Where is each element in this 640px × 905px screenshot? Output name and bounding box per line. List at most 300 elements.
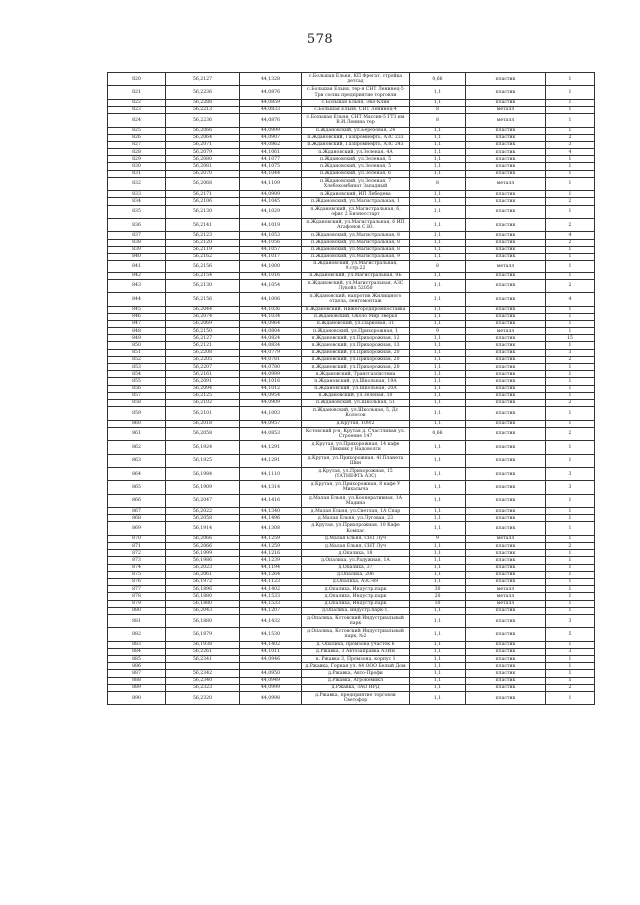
count-cell: 15 xyxy=(546,335,595,342)
address-cell: п.Ждановский, ул.Магистральная, 1 xyxy=(302,198,410,205)
count-cell: 5 xyxy=(546,628,595,641)
row-number-cell: 838 xyxy=(108,239,166,246)
row-number-cell: 861 xyxy=(108,427,166,440)
table-row xyxy=(108,385,595,392)
material-cell: пластик xyxy=(466,279,546,292)
latitude-cell: 56,1880 xyxy=(166,600,240,607)
count-cell: 1 xyxy=(546,407,595,420)
volume-cell: 1,1 xyxy=(410,494,466,507)
volume-cell: 1,1 xyxy=(410,670,466,677)
row-number-cell: 883 xyxy=(108,641,166,648)
material-cell: пластик xyxy=(466,677,546,684)
longitude-cell: 44,0853 xyxy=(240,427,302,440)
table-row xyxy=(108,571,595,578)
latitude-cell: 56,2156 xyxy=(166,261,240,272)
address-cell: с.Большая Ельня, тер-я СНТ Ленинец-5 Три сосны предприятие торговли xyxy=(302,86,410,99)
material-cell: пластик xyxy=(466,684,546,691)
latitude-cell: 56,2066 xyxy=(166,535,240,542)
latitude-cell: 56,2061 xyxy=(166,571,240,578)
longitude-cell: 44,1259 xyxy=(240,543,302,550)
table-row xyxy=(108,141,595,148)
latitude-cell: 56,1972 xyxy=(166,578,240,585)
longitude-cell: 44,1054 xyxy=(240,279,302,292)
row-number-cell: 878 xyxy=(108,593,166,600)
table-row xyxy=(108,253,595,260)
address-cell: д.Опалиха, Индустр.парк xyxy=(302,586,410,593)
latitude-cell: 56,2141 xyxy=(166,219,240,232)
count-cell: 1 xyxy=(546,191,595,198)
volume-cell: 1,1 xyxy=(410,663,466,670)
address-cell: п.Ждановский, ул.Школьная, 5, Дс Колосок xyxy=(302,407,410,420)
row-number-cell: 853 xyxy=(108,364,166,371)
row-number-cell: 869 xyxy=(108,522,166,535)
material-cell: пластик xyxy=(466,508,546,515)
latitude-cell: 56,2171 xyxy=(166,191,240,198)
longitude-cell: 44,1017 xyxy=(240,253,302,260)
volume-cell: 1,1 xyxy=(410,578,466,585)
latitude-cell: 56,2127 xyxy=(166,73,240,86)
count-cell: 1 xyxy=(546,392,595,399)
material-cell: пластик xyxy=(466,371,546,378)
latitude-cell: 56,2123 xyxy=(166,232,240,239)
material-cell: пластик xyxy=(466,163,546,170)
volume-cell: 1,1 xyxy=(410,239,466,246)
table-row xyxy=(108,364,595,371)
volume-cell: 1,1 xyxy=(410,163,466,170)
table-row xyxy=(108,246,595,253)
latitude-cell: 56,2119 xyxy=(166,246,240,253)
table-row xyxy=(108,522,595,535)
volume-cell: 1,1 xyxy=(410,677,466,684)
address-cell: д.Ржавка, ЗАО НРД xyxy=(302,684,410,691)
address-cell: д.Крутая, ул.Прихорожная, 14 кафе Пикник у Надоволги xyxy=(302,441,410,454)
material-cell: металл xyxy=(466,106,546,113)
material-cell: пластик xyxy=(466,219,546,232)
longitude-cell: 44,0862 xyxy=(240,141,302,148)
longitude-cell: 44,1109 xyxy=(240,177,302,190)
longitude-cell: 44,0834 xyxy=(240,342,302,349)
count-cell: 1 xyxy=(546,272,595,279)
count-cell: 1 xyxy=(546,261,595,272)
table-row xyxy=(108,279,595,292)
table-body xyxy=(108,73,595,705)
latitude-cell: 56,2043 xyxy=(166,607,240,614)
address-cell: п.Ждановский, ул.Магистральная, 8 xyxy=(302,246,410,253)
address-cell: д.Крутая, ул.Прихорожная, 10 Кафе Компас xyxy=(302,522,410,535)
longitude-cell: 44,0998 xyxy=(240,692,302,705)
table-row xyxy=(108,127,595,134)
address-cell: п.Ждановский, ул.Школьная, 20А xyxy=(302,385,410,392)
volume-cell: 1,1 xyxy=(410,607,466,614)
address-cell: д.Опалиха, 37 xyxy=(302,564,410,571)
address-cell: п.Ждановский, Трансгазсистема xyxy=(302,371,410,378)
volume-cell: 1,1 xyxy=(410,407,466,420)
latitude-cell: 56,1880 xyxy=(166,593,240,600)
address-cell: п.Ждановский, ул.Школьная, 51 xyxy=(302,399,410,406)
table-row xyxy=(108,550,595,557)
material-cell: пластик xyxy=(466,342,546,349)
volume-cell: 1,1 xyxy=(410,481,466,494)
volume-cell: 1,1 xyxy=(410,170,466,177)
longitude-cell: 44,1530 xyxy=(240,628,302,641)
count-cell: 1 xyxy=(546,578,595,585)
row-number-cell: 826 xyxy=(108,134,166,141)
count-cell: 2 xyxy=(546,239,595,246)
count-cell: 2 xyxy=(546,543,595,550)
material-cell: металл xyxy=(466,177,546,190)
latitude-cell: 56,2320 xyxy=(166,692,240,705)
row-number-cell: 882 xyxy=(108,628,166,641)
longitude-cell: 44,1533 xyxy=(240,593,302,600)
address-cell: п.Ждановский, ул.Прихорожная, 12 xyxy=(302,335,410,342)
row-number-cell: 828 xyxy=(108,149,166,156)
count-cell: 2 xyxy=(546,279,595,292)
table-row xyxy=(108,198,595,205)
table-row xyxy=(108,508,595,515)
material-cell: металл xyxy=(466,600,546,607)
latitude-cell: 56,2022 xyxy=(166,508,240,515)
material-cell: пластик xyxy=(466,578,546,585)
material-cell: пластик xyxy=(466,515,546,522)
longitude-cell: 44,1416 xyxy=(240,494,302,507)
address-cell: д.Ржавка, 3 Автозаправка АЗИЯ xyxy=(302,648,410,655)
table-row xyxy=(108,219,595,232)
latitude-cell: 56,2120 xyxy=(166,239,240,246)
count-cell: 5 xyxy=(546,677,595,684)
latitude-cell: 56,2342 xyxy=(166,670,240,677)
longitude-cell: 44,0999 xyxy=(240,684,302,691)
address-cell: Кстовский р-н, Крутая д. Счастливая ул. Строение 147 xyxy=(302,427,410,440)
volume-cell: 8 xyxy=(410,106,466,113)
volume-cell: 1,1 xyxy=(410,86,466,99)
longitude-cell: 44,1053 xyxy=(240,232,302,239)
volume-cell: 9 xyxy=(410,535,466,542)
latitude-cell: 56,2340 xyxy=(166,677,240,684)
row-number-cell: 834 xyxy=(108,198,166,205)
table-row xyxy=(108,600,595,607)
count-cell: 1 xyxy=(546,663,595,670)
material-cell: пластик xyxy=(466,614,546,627)
material-cell: пластик xyxy=(466,543,546,550)
row-number-cell: 857 xyxy=(108,392,166,399)
count-cell: 1 xyxy=(546,420,595,427)
address-cell: д.Опалиха, Кстовский Индустриальный парк xyxy=(302,614,410,627)
table-row xyxy=(108,670,595,677)
count-cell: 1 xyxy=(546,441,595,454)
longitude-cell: 44,1016 xyxy=(240,272,302,279)
address-cell: д.Опалиха, Индустр.парк xyxy=(302,600,410,607)
address-cell: д.Опалиха, 206 xyxy=(302,571,410,578)
row-number-cell: 868 xyxy=(108,515,166,522)
table-row xyxy=(108,272,595,279)
latitude-cell: 56,2130 xyxy=(166,279,240,292)
address-cell: д. Опалиха, промзона участок 6 xyxy=(302,641,410,648)
table-row xyxy=(108,371,595,378)
volume-cell: 1,1 xyxy=(410,246,466,253)
latitude-cell: 56,2288 xyxy=(166,99,240,106)
longitude-cell: 44,0833 xyxy=(240,106,302,113)
volume-cell: 1,1 xyxy=(410,378,466,385)
material-cell: пластик xyxy=(466,571,546,578)
material-cell: пластик xyxy=(466,356,546,363)
material-cell: металл xyxy=(466,328,546,335)
table-row xyxy=(108,328,595,335)
row-number-cell: 884 xyxy=(108,648,166,655)
count-cell: 1 xyxy=(546,641,595,648)
volume-cell: 1,1 xyxy=(410,272,466,279)
address-cell: п.Ждановский, ул.Прихорожная, 20 xyxy=(302,356,410,363)
address-cell: п.Ждановский, ул.Магистральная, 6 ИП Агафонов С.Ю. xyxy=(302,219,410,232)
count-cell: 1 xyxy=(546,494,595,507)
longitude-cell: 44,1044 xyxy=(240,170,302,177)
address-cell: п.Ждановский, ИП Лебедева xyxy=(302,191,410,198)
address-cell: д.Опалиха, Кстовский Индустриальный парк, №2 xyxy=(302,628,410,641)
material-cell: пластик xyxy=(466,399,546,406)
latitude-cell: 56,2018 xyxy=(166,420,240,427)
latitude-cell: 56,2341 xyxy=(166,656,240,663)
material-cell: пластик xyxy=(466,692,546,705)
volume-cell: 1,1 xyxy=(410,335,466,342)
address-cell: д.Опалиха, Индустр.парк xyxy=(302,593,410,600)
latitude-cell: 56,2091 xyxy=(166,378,240,385)
longitude-cell: 44,1216 xyxy=(240,550,302,557)
material-cell: пластик xyxy=(466,420,546,427)
row-number-cell: 877 xyxy=(108,586,166,593)
count-cell: 1 xyxy=(546,571,595,578)
row-number-cell: 836 xyxy=(108,219,166,232)
address-cell: п.Ждановский, ул.Школьная, 19А xyxy=(302,378,410,385)
latitude-cell: 56,2161 xyxy=(166,371,240,378)
count-cell: 1 xyxy=(546,564,595,571)
volume-cell: 1,1 xyxy=(410,219,466,232)
address-cell: д.Опалиха, 18 xyxy=(302,550,410,557)
address-cell: п.Ждановский, Около Мир Зверья xyxy=(302,313,410,320)
row-number-cell: 829 xyxy=(108,156,166,163)
count-cell: 1 xyxy=(546,163,595,170)
row-number-cell: 858 xyxy=(108,399,166,406)
longitude-cell: 44,1432 xyxy=(240,614,302,627)
volume-cell: 1,1 xyxy=(410,349,466,356)
row-number-cell: 862 xyxy=(108,441,166,454)
volume-cell: 1,1 xyxy=(410,399,466,406)
volume-cell: 1,1 xyxy=(410,306,466,313)
row-number-cell: 885 xyxy=(108,656,166,663)
longitude-cell: 44,0781 xyxy=(240,356,302,363)
count-cell: 1 xyxy=(546,586,595,593)
material-cell: пластик xyxy=(466,494,546,507)
table-row xyxy=(108,205,595,218)
count-cell: 2 xyxy=(546,684,595,691)
address-cell: д.Опалиха, АЗС-69 xyxy=(302,578,410,585)
row-number-cell: 865 xyxy=(108,481,166,494)
row-number-cell: 872 xyxy=(108,550,166,557)
volume-cell: 1,1 xyxy=(410,385,466,392)
row-number-cell: 890 xyxy=(108,692,166,705)
table-row xyxy=(108,114,595,127)
count-cell: 1 xyxy=(546,342,595,349)
row-number-cell: 823 xyxy=(108,106,166,113)
address-cell: д.Ржавка, Авто-Профи xyxy=(302,670,410,677)
count-cell: 4 xyxy=(546,293,595,306)
address-cell: д.Малая Ельня, СНТ Луч xyxy=(302,543,410,550)
volume-cell: 1,1 xyxy=(410,614,466,627)
table-row xyxy=(108,454,595,467)
latitude-cell: 56,2071 xyxy=(166,141,240,148)
longitude-cell: 44,1533 xyxy=(240,600,302,607)
row-number-cell: 886 xyxy=(108,663,166,670)
material-cell: пластик xyxy=(466,378,546,385)
count-cell: 1 xyxy=(546,246,595,253)
address-cell: д.Ржавка, Агрокемикл xyxy=(302,677,410,684)
row-number-cell: 863 xyxy=(108,454,166,467)
material-cell: пластик xyxy=(466,641,546,648)
row-number-cell: 850 xyxy=(108,342,166,349)
latitude-cell: 56,1986 xyxy=(166,557,240,564)
address-cell: п.Ждановский, ул.Парковая, 31 xyxy=(302,320,410,327)
address-cell: п.Ждановский, Нижегородпромпоставка xyxy=(302,306,410,313)
latitude-cell: 56,2081 xyxy=(166,163,240,170)
count-cell: 1 xyxy=(546,508,595,515)
address-cell: п.Ждановский, ул.Зеленая, 7 Хлебокомбинат Западный xyxy=(302,177,410,190)
count-cell: 3 xyxy=(546,481,595,494)
row-number-cell: 847 xyxy=(108,320,166,327)
row-number-cell: 832 xyxy=(108,177,166,190)
row-number-cell: 835 xyxy=(108,205,166,218)
latitude-cell: 56,1938 xyxy=(166,641,240,648)
row-number-cell: 839 xyxy=(108,246,166,253)
latitude-cell xyxy=(166,663,240,670)
volume-cell: 9 xyxy=(410,328,466,335)
count-cell: 3 xyxy=(546,349,595,356)
latitude-cell: 56,2125 xyxy=(166,392,240,399)
latitude-cell: 56,2044 xyxy=(166,306,240,313)
row-number-cell: 874 xyxy=(108,564,166,571)
volume-cell: 1,1 xyxy=(410,656,466,663)
longitude-cell xyxy=(240,663,302,670)
table-row xyxy=(108,663,595,670)
count-cell: 1 xyxy=(546,114,595,127)
longitude-cell: 44,1077 xyxy=(240,156,302,163)
row-number-cell: 841 xyxy=(108,261,166,272)
volume-cell: 1,1 xyxy=(410,279,466,292)
address-cell: п.Ждановский, ул.Прихорожная, 13 xyxy=(302,342,410,349)
row-number-cell: 887 xyxy=(108,670,166,677)
latitude-cell: 56,2150 xyxy=(166,328,240,335)
material-cell: пластик xyxy=(466,127,546,134)
table-row xyxy=(108,293,595,306)
address-cell: п.Ждановский, ул.Зеленая, 5 xyxy=(302,163,410,170)
latitude-cell: 56,2023 xyxy=(166,564,240,571)
table-row xyxy=(108,607,595,614)
volume-cell: 1,1 xyxy=(410,515,466,522)
longitude-cell: 44,0859 xyxy=(240,99,302,106)
count-cell: 2 xyxy=(546,134,595,141)
row-number-cell: 843 xyxy=(108,279,166,292)
latitude-cell: 56,2094 xyxy=(166,385,240,392)
count-cell: 1 xyxy=(546,205,595,218)
latitude-cell: 56,1925 xyxy=(166,454,240,467)
count-cell: 1 xyxy=(546,371,595,378)
volume-cell: 1,1 xyxy=(410,293,466,306)
row-number-cell: 848 xyxy=(108,328,166,335)
longitude-cell: 44,1264 xyxy=(240,571,302,578)
table-row xyxy=(108,535,595,542)
longitude-cell: 44,1000 xyxy=(240,261,302,272)
longitude-cell: 44,1207 xyxy=(240,607,302,614)
longitude-cell: 44,1057 xyxy=(240,246,302,253)
material-cell: пластик xyxy=(466,73,546,86)
table-row xyxy=(108,239,595,246)
material-cell: пластик xyxy=(466,86,546,99)
count-cell: 1 xyxy=(546,454,595,467)
latitude-cell: 56,1999 xyxy=(166,550,240,557)
count-cell: 1 xyxy=(546,557,595,564)
row-number-cell: 864 xyxy=(108,467,166,480)
volume-cell: 1,1 xyxy=(410,99,466,106)
latitude-cell: 56,2261 xyxy=(166,648,240,655)
material-cell: металл xyxy=(466,586,546,593)
address-cell: п.Ждановский, ул.Магистральная, 9Б xyxy=(302,272,410,279)
volume-cell: 1,1 xyxy=(410,371,466,378)
longitude-cell: 44,1308 xyxy=(240,522,302,535)
longitude-cell: 44,1029 xyxy=(240,205,302,218)
longitude-cell: 44,1291 xyxy=(240,441,302,454)
material-cell: пластик xyxy=(466,407,546,420)
volume-cell: 1,1 xyxy=(410,467,466,480)
count-cell: 1 xyxy=(546,522,595,535)
material-cell: пластик xyxy=(466,481,546,494)
material-cell: пластик xyxy=(466,335,546,342)
longitude-cell: 44,1402 xyxy=(240,586,302,593)
address-cell: д.Малая Ельня, ул.Кооперативная, 1А Мадина xyxy=(302,494,410,507)
row-number-cell: 840 xyxy=(108,253,166,260)
volume-cell: 1,1 xyxy=(410,648,466,655)
longitude-cell: 44,1003 xyxy=(240,407,302,420)
row-number-cell: 831 xyxy=(108,170,166,177)
material-cell: пластик xyxy=(466,467,546,480)
table-row xyxy=(108,156,595,163)
longitude-cell: 44,1016 xyxy=(240,378,302,385)
row-number-cell: 859 xyxy=(108,407,166,420)
row-number-cell: 867 xyxy=(108,508,166,515)
material-cell: пластик xyxy=(466,564,546,571)
row-number-cell: 888 xyxy=(108,677,166,684)
material-cell: металл xyxy=(466,261,546,272)
latitude-cell: 56,2213 xyxy=(166,106,240,113)
table-row xyxy=(108,481,595,494)
count-cell: 1 xyxy=(546,385,595,392)
count-cell: 1 xyxy=(546,99,595,106)
latitude-cell: 56,2069 xyxy=(166,320,240,327)
longitude-cell: 44,0946 xyxy=(240,656,302,663)
latitude-cell: 56,2058 xyxy=(166,515,240,522)
table-row xyxy=(108,392,595,399)
table-row xyxy=(108,73,595,86)
volume-cell: 1,1 xyxy=(410,571,466,578)
material-cell: пластик xyxy=(466,99,546,106)
count-cell: 1 xyxy=(546,328,595,335)
longitude-cell: 44,1194 xyxy=(240,564,302,571)
volume-cell: 1,1 xyxy=(410,156,466,163)
table-row xyxy=(108,515,595,522)
longitude-cell: 44,1340 xyxy=(240,508,302,515)
row-number-cell: 880 xyxy=(108,607,166,614)
address-cell: п.Ждановский, ул.Магистральная, 8 xyxy=(302,232,410,239)
count-cell: 4 xyxy=(546,232,595,239)
address-cell: п.Ждановский, Газпромнефть, АЗС 233 xyxy=(302,134,410,141)
longitude-cell: 44,1291 xyxy=(240,454,302,467)
count-cell: 1 xyxy=(546,73,595,86)
